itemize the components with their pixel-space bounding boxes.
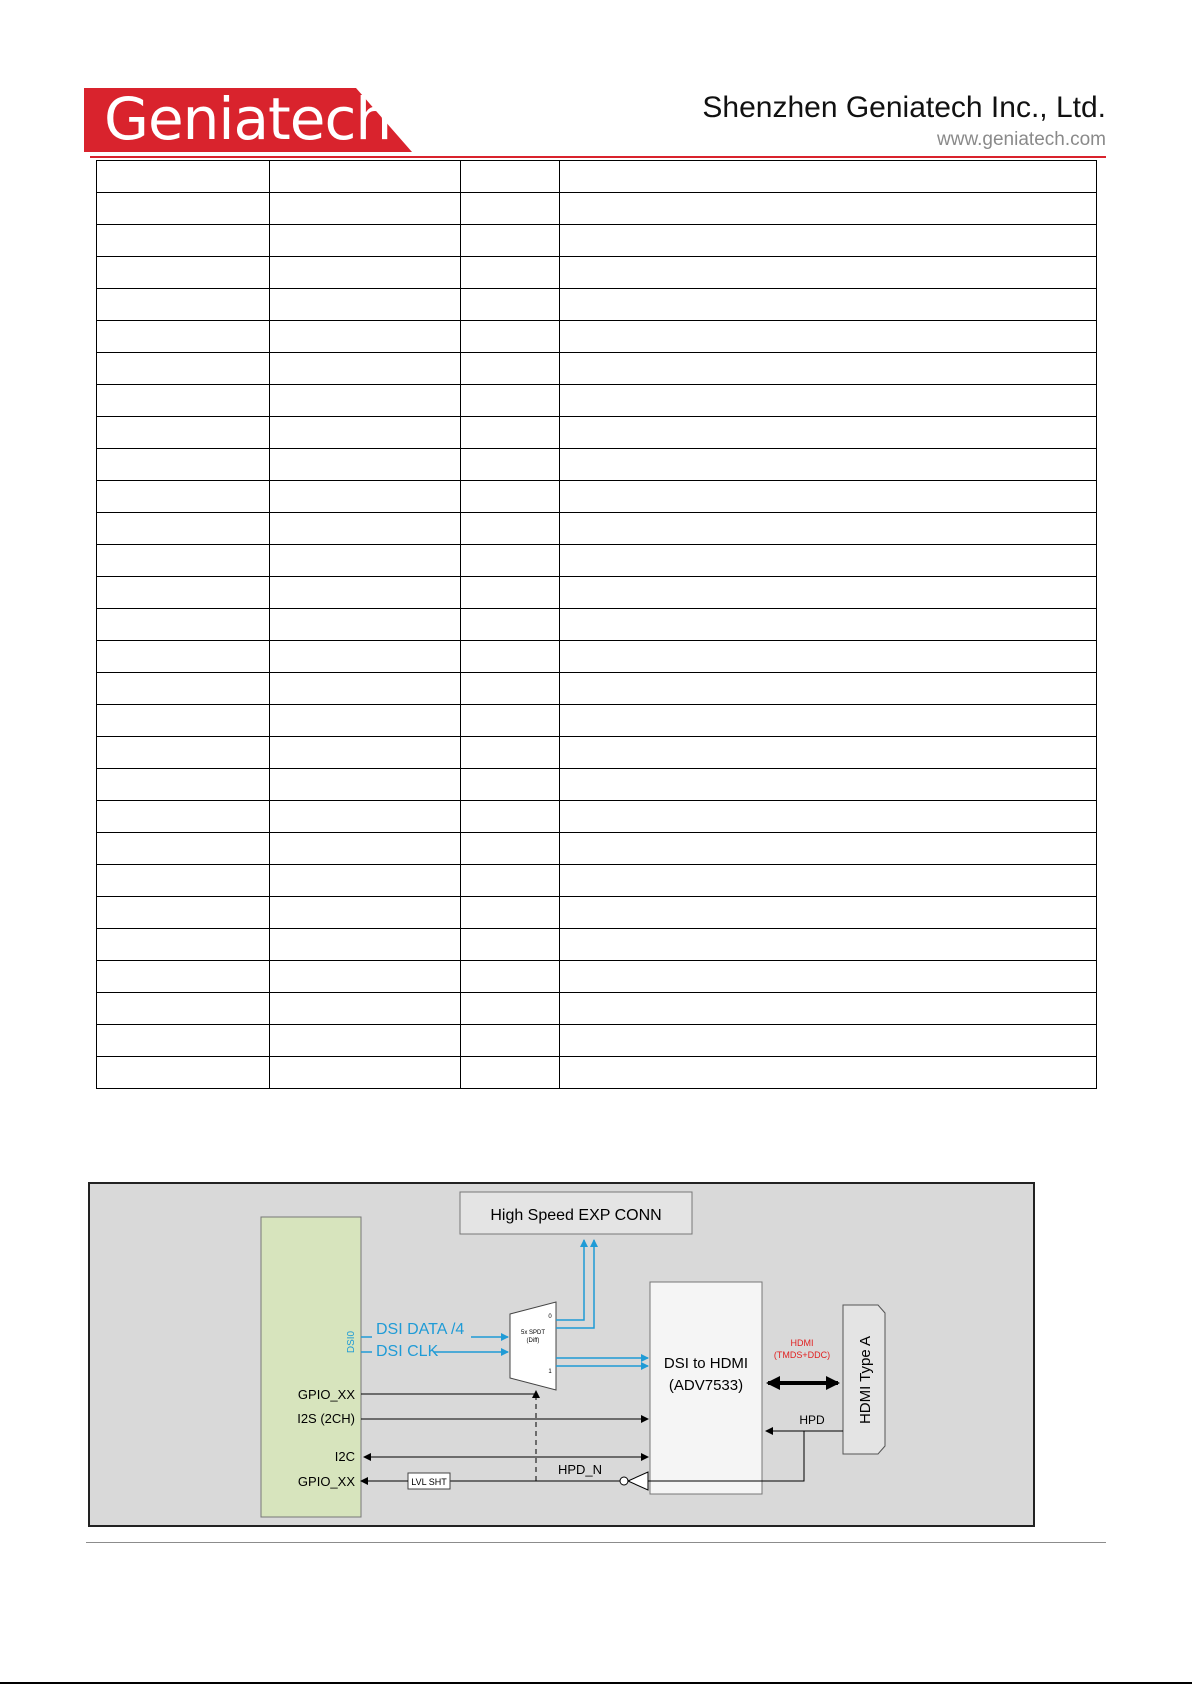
table-cell	[461, 1057, 560, 1089]
table-cell	[270, 993, 461, 1025]
table-cell	[461, 897, 560, 929]
table-cell	[270, 833, 461, 865]
svg-text:I2C: I2C	[334, 1449, 355, 1464]
table-cell	[461, 545, 560, 577]
table-cell	[560, 865, 1097, 897]
table-row	[97, 289, 1097, 321]
table-row	[97, 449, 1097, 481]
table-cell	[461, 1025, 560, 1057]
table-cell	[560, 737, 1097, 769]
table-cell	[461, 193, 560, 225]
table-cell	[270, 641, 461, 673]
table-cell	[97, 577, 270, 609]
table-cell	[97, 769, 270, 801]
table-cell	[97, 1057, 270, 1089]
table-cell	[560, 833, 1097, 865]
table-cell	[461, 417, 560, 449]
table-cell	[560, 961, 1097, 993]
table-cell	[461, 769, 560, 801]
table-cell	[560, 385, 1097, 417]
table-row	[97, 993, 1097, 1025]
table-cell	[560, 769, 1097, 801]
table-cell	[270, 769, 461, 801]
table-cell	[560, 801, 1097, 833]
table-cell	[560, 577, 1097, 609]
table-cell	[560, 929, 1097, 961]
table-cell	[270, 417, 461, 449]
table-cell	[270, 161, 461, 193]
table-cell	[97, 417, 270, 449]
table-cell	[270, 1057, 461, 1089]
table-cell	[270, 801, 461, 833]
table-cell	[461, 353, 560, 385]
table-cell	[270, 481, 461, 513]
table-row	[97, 257, 1097, 289]
table-cell	[560, 353, 1097, 385]
table-cell	[97, 833, 270, 865]
table-cell	[560, 1057, 1097, 1089]
table-row	[97, 1025, 1097, 1057]
table-cell	[461, 385, 560, 417]
svg-text:5x SPDT: 5x SPDT	[520, 1330, 546, 1336]
table-cell	[97, 737, 270, 769]
table-cell	[270, 385, 461, 417]
table-row	[97, 705, 1097, 737]
table-cell	[560, 449, 1097, 481]
table-cell	[461, 513, 560, 545]
table-cell	[97, 673, 270, 705]
table-cell	[560, 417, 1097, 449]
table-cell	[270, 673, 461, 705]
table-cell	[97, 641, 270, 673]
table-cell	[560, 609, 1097, 641]
table-row	[97, 961, 1097, 993]
table-row	[97, 865, 1097, 897]
table-cell	[270, 961, 461, 993]
svg-text:(ADV7533): (ADV7533)	[668, 1377, 744, 1394]
table-cell	[270, 577, 461, 609]
svg-text:HDMI: HDMI	[790, 1338, 814, 1348]
table-cell	[97, 801, 270, 833]
svg-text:GPIO_XX: GPIO_XX	[297, 1387, 355, 1402]
table-row	[97, 641, 1097, 673]
svg-text:(Diff): (Diff)	[526, 1338, 540, 1344]
table-cell	[461, 641, 560, 673]
table-cell	[97, 353, 270, 385]
table-row	[97, 193, 1097, 225]
dsi-clk-label: DSI CLK	[376, 1343, 439, 1360]
svg-text:DSI to HDMI: DSI to HDMI	[663, 1355, 749, 1372]
header-rule	[90, 156, 1106, 158]
table-cell	[461, 737, 560, 769]
table-cell	[560, 161, 1097, 193]
table-row	[97, 353, 1097, 385]
table-cell	[560, 321, 1097, 353]
table-row	[97, 161, 1097, 193]
table-cell	[270, 289, 461, 321]
company-logo: Geniatech	[104, 85, 392, 153]
table-cell	[97, 865, 270, 897]
table-cell	[560, 193, 1097, 225]
table-cell	[560, 513, 1097, 545]
table-cell	[97, 225, 270, 257]
table-cell	[97, 1025, 270, 1057]
table-cell	[461, 929, 560, 961]
table-cell	[461, 481, 560, 513]
svg-text:HPD_N: HPD_N	[557, 1462, 603, 1477]
table-cell	[97, 481, 270, 513]
table-cell	[461, 993, 560, 1025]
soc-block	[261, 1217, 361, 1517]
table-cell	[560, 705, 1097, 737]
table-cell	[461, 257, 560, 289]
table-cell	[97, 929, 270, 961]
table-cell	[461, 161, 560, 193]
table-row	[97, 225, 1097, 257]
table-cell	[97, 289, 270, 321]
table-cell	[461, 609, 560, 641]
table-cell	[97, 993, 270, 1025]
table-cell	[560, 257, 1097, 289]
table-row	[97, 897, 1097, 929]
dsi-hdmi-block-diagram	[88, 1182, 1035, 1527]
table-cell	[270, 321, 461, 353]
table-cell	[560, 225, 1097, 257]
company-name: Shenzhen Geniatech Inc., Ltd.	[702, 91, 1106, 124]
exp-conn-label: High Speed EXP CONN	[490, 1207, 662, 1224]
table-cell	[560, 545, 1097, 577]
table-cell	[560, 897, 1097, 929]
table-cell	[461, 577, 560, 609]
page-bottom-rule	[0, 1682, 1192, 1684]
table-cell	[461, 865, 560, 897]
table-row	[97, 801, 1097, 833]
table-cell	[97, 385, 270, 417]
table-cell	[270, 449, 461, 481]
table-cell	[461, 225, 560, 257]
company-website: www.geniatech.com	[937, 129, 1106, 150]
table-cell	[97, 161, 270, 193]
table-cell	[270, 897, 461, 929]
table-cell	[270, 513, 461, 545]
table-row	[97, 769, 1097, 801]
table-cell	[97, 193, 270, 225]
table-cell	[461, 961, 560, 993]
table-cell	[461, 321, 560, 353]
table-row	[97, 513, 1097, 545]
table-cell	[270, 609, 461, 641]
table-cell	[270, 929, 461, 961]
table-cell	[461, 705, 560, 737]
signal-table	[96, 160, 1097, 1089]
table-row	[97, 417, 1097, 449]
table-cell	[97, 609, 270, 641]
svg-text:GPIO_XX: GPIO_XX	[297, 1474, 355, 1489]
table-cell	[461, 801, 560, 833]
svg-text:HPD: HPD	[799, 1413, 825, 1427]
table-row	[97, 929, 1097, 961]
table-cell	[560, 673, 1097, 705]
table-cell	[270, 353, 461, 385]
table-cell	[270, 865, 461, 897]
svg-text:I2S (2CH): I2S (2CH)	[297, 1411, 355, 1426]
table-row	[97, 481, 1097, 513]
table-row	[97, 321, 1097, 353]
dsi-data-label: DSI DATA /4	[376, 1321, 465, 1338]
table-cell	[97, 321, 270, 353]
table-row	[97, 1057, 1097, 1089]
table-row	[97, 609, 1097, 641]
svg-text:LVL SHT: LVL SHT	[411, 1477, 447, 1487]
svg-text:HDMI Type A: HDMI Type A	[857, 1335, 874, 1425]
table-cell	[97, 897, 270, 929]
svg-text:1: 1	[548, 1369, 552, 1375]
table-cell	[461, 449, 560, 481]
footer-rule	[86, 1542, 1106, 1543]
dsi0-label: DSI0	[346, 1330, 357, 1354]
table-cell	[97, 545, 270, 577]
table-cell	[560, 641, 1097, 673]
table-cell	[97, 513, 270, 545]
table-row	[97, 577, 1097, 609]
table-cell	[97, 449, 270, 481]
svg-text:0: 0	[548, 1314, 552, 1320]
table-row	[97, 385, 1097, 417]
table-cell	[97, 705, 270, 737]
table-cell	[270, 545, 461, 577]
table-cell	[461, 289, 560, 321]
table-row	[97, 833, 1097, 865]
table-cell	[560, 289, 1097, 321]
table-row	[97, 673, 1097, 705]
table-cell	[560, 1025, 1097, 1057]
table-cell	[270, 705, 461, 737]
table-cell	[560, 993, 1097, 1025]
table-cell	[270, 737, 461, 769]
table-cell	[461, 673, 560, 705]
table-cell	[461, 833, 560, 865]
table-cell	[270, 257, 461, 289]
table-cell	[270, 1025, 461, 1057]
table-cell	[560, 481, 1097, 513]
table-cell	[270, 225, 461, 257]
table-cell	[97, 257, 270, 289]
table-cell	[97, 961, 270, 993]
table-row	[97, 545, 1097, 577]
table-row	[97, 737, 1097, 769]
svg-text:(TMDS+DDC): (TMDS+DDC)	[773, 1350, 831, 1360]
table-cell	[270, 193, 461, 225]
